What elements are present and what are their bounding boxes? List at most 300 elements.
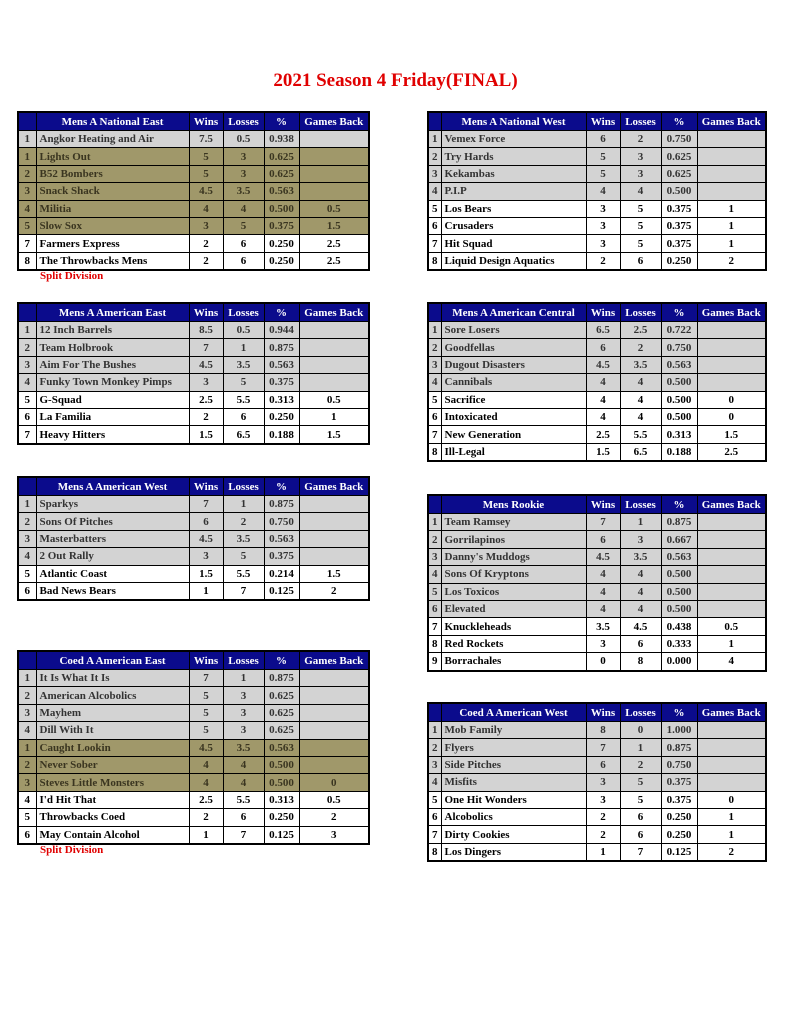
wins-cell: 4: [586, 391, 620, 408]
losses-header: Losses: [223, 303, 264, 322]
losses-cell: 5.5: [223, 791, 264, 808]
pct-cell: 0.500: [661, 183, 697, 200]
table-row: [18, 252, 369, 270]
team-name-cell: Dugout Disasters: [441, 356, 586, 373]
losses-cell: 0: [620, 722, 661, 739]
losses-cell: 0.5: [223, 322, 264, 339]
pct-cell: 0.563: [264, 530, 299, 547]
rank-cell: 7: [428, 826, 441, 843]
team-name-cell: It Is What It Is: [36, 670, 189, 687]
losses-cell: 1: [223, 339, 264, 356]
team-name-cell: Masterbatters: [36, 530, 189, 547]
games-back-header: Games Back: [697, 495, 766, 514]
losses-cell: 5.5: [620, 426, 661, 443]
games-back-cell: [299, 339, 369, 356]
wins-cell: 7.5: [189, 131, 223, 148]
losses-cell: 3: [223, 687, 264, 704]
table-row: [18, 356, 369, 373]
wins-cell: 2: [586, 826, 620, 843]
pct-cell: 0.625: [661, 165, 697, 182]
rank-header: [428, 495, 441, 514]
pct-cell: 0.125: [264, 826, 299, 844]
games-back-cell: [697, 531, 766, 548]
losses-cell: 3: [223, 704, 264, 721]
games-back-header: Games Back: [299, 112, 369, 131]
pct-cell: 0.250: [264, 809, 299, 826]
losses-header: Losses: [223, 477, 264, 496]
wins-cell: 2.5: [189, 791, 223, 808]
team-name-cell: Slow Sox: [36, 217, 189, 234]
pct-cell: 0.188: [661, 443, 697, 461]
wins-cell: 4: [586, 408, 620, 425]
games-back-cell: [299, 704, 369, 721]
table-row: [428, 843, 766, 861]
losses-cell: 0.5: [223, 131, 264, 148]
games-back-cell: 2: [299, 809, 369, 826]
losses-cell: 1: [620, 739, 661, 756]
rank-cell: 7: [428, 235, 441, 252]
team-name-cell: Angkor Heating and Air: [36, 131, 189, 148]
wins-cell: 3: [586, 217, 620, 234]
games-back-cell: 2.5: [299, 252, 369, 270]
losses-cell: 7: [620, 843, 661, 861]
division-name: Mens A National West: [441, 112, 586, 131]
pct-cell: 0.500: [661, 391, 697, 408]
rank-cell: 1: [18, 322, 36, 339]
rank-cell: 6: [18, 408, 36, 425]
pct-cell: 0.625: [264, 704, 299, 721]
wins-cell: 4.5: [189, 530, 223, 547]
losses-cell: 5: [620, 200, 661, 217]
losses-cell: 5: [620, 217, 661, 234]
wins-cell: 5: [189, 148, 223, 165]
wins-cell: 2: [189, 809, 223, 826]
games-back-cell: 2: [697, 843, 766, 861]
wins-cell: 3: [189, 374, 223, 391]
pct-cell: 0.438: [661, 618, 697, 635]
rank-cell: 4: [18, 722, 36, 739]
games-back-cell: 1: [697, 217, 766, 234]
team-name-cell: La Familia: [36, 408, 189, 425]
team-name-cell: Caught Lookin: [36, 739, 189, 756]
rank-cell: 3: [18, 774, 36, 791]
losses-cell: 2.5: [620, 322, 661, 339]
table-row: [18, 826, 369, 844]
games-back-cell: 0.5: [299, 391, 369, 408]
team-name-cell: I'd Hit That: [36, 791, 189, 808]
rank-cell: 1: [428, 131, 441, 148]
losses-cell: 4.5: [620, 618, 661, 635]
wins-cell: 4.5: [586, 548, 620, 565]
games-back-cell: 0.5: [299, 200, 369, 217]
pct-cell: 0.250: [661, 808, 697, 825]
team-name-cell: Lights Out: [36, 148, 189, 165]
losses-cell: 5: [620, 774, 661, 791]
team-name-cell: Hit Squad: [441, 235, 586, 252]
games-back-cell: [697, 566, 766, 583]
losses-cell: 5: [223, 217, 264, 234]
table-row: [18, 513, 369, 530]
table-row: [428, 722, 766, 739]
wins-cell: 7: [189, 496, 223, 513]
wins-cell: 5: [586, 165, 620, 182]
table-row: [18, 339, 369, 356]
rank-cell: 1: [18, 131, 36, 148]
losses-cell: 5: [620, 235, 661, 252]
pct-header: %: [264, 112, 299, 131]
table-row: [428, 635, 766, 652]
games-back-cell: [299, 687, 369, 704]
losses-cell: 4: [620, 391, 661, 408]
pct-cell: 0.250: [661, 252, 697, 270]
games-back-cell: 0: [697, 408, 766, 425]
rank-cell: 2: [18, 756, 36, 773]
header-row: [18, 477, 369, 496]
rank-header: [428, 112, 441, 131]
rank-cell: 2: [428, 148, 441, 165]
games-back-cell: [299, 548, 369, 565]
pct-cell: 0.500: [264, 774, 299, 791]
team-name-cell: Gorrilapinos: [441, 531, 586, 548]
losses-cell: 2: [620, 756, 661, 773]
losses-cell: 3: [620, 531, 661, 548]
wins-cell: 0: [586, 653, 620, 671]
team-name-cell: Sacrifice: [441, 391, 586, 408]
table-row: [428, 531, 766, 548]
wins-cell: 1.5: [189, 426, 223, 444]
rank-cell: 5: [428, 200, 441, 217]
table-row: [428, 826, 766, 843]
pct-header: %: [264, 303, 299, 322]
wins-cell: 4: [586, 374, 620, 391]
rank-cell: 6: [428, 808, 441, 825]
rank-cell: 5: [18, 217, 36, 234]
pct-cell: 0.563: [661, 548, 697, 565]
losses-cell: 3: [223, 148, 264, 165]
table-row: [428, 131, 766, 148]
games-back-cell: [697, 548, 766, 565]
rank-cell: 6: [18, 582, 36, 600]
pct-header: %: [264, 651, 299, 670]
team-name-cell: 12 Inch Barrels: [36, 322, 189, 339]
table-row: [18, 774, 369, 791]
games-back-cell: 1: [299, 408, 369, 425]
rank-cell: 7: [428, 618, 441, 635]
losses-header: Losses: [223, 651, 264, 670]
header-row: [18, 303, 369, 322]
table-row: [428, 322, 766, 339]
pct-cell: 0.563: [264, 739, 299, 756]
pct-cell: 0.375: [264, 548, 299, 565]
rank-cell: 3: [428, 165, 441, 182]
games-back-header: Games Back: [299, 651, 369, 670]
games-back-cell: [697, 339, 766, 356]
games-back-cell: [299, 165, 369, 182]
mens-rookie-table: [427, 494, 767, 672]
games-back-cell: [299, 183, 369, 200]
pct-cell: 0.500: [661, 583, 697, 600]
table-row: [18, 183, 369, 200]
header-row: [428, 112, 766, 131]
mens-a-national-east-table: [17, 111, 370, 271]
table-row: [18, 391, 369, 408]
table-row: [18, 408, 369, 425]
losses-cell: 2: [223, 513, 264, 530]
pct-cell: 0.375: [661, 217, 697, 234]
table-row: [18, 165, 369, 182]
losses-cell: 6.5: [223, 426, 264, 444]
wins-cell: 3: [586, 635, 620, 652]
wins-header: Wins: [586, 303, 620, 322]
pct-cell: 0.333: [661, 635, 697, 652]
rank-cell: 1: [18, 739, 36, 756]
games-back-cell: [299, 739, 369, 756]
games-back-cell: [697, 131, 766, 148]
team-name-cell: Elevated: [441, 600, 586, 617]
team-name-cell: Atlantic Coast: [36, 565, 189, 582]
losses-cell: 4: [620, 583, 661, 600]
team-name-cell: Cannibals: [441, 374, 586, 391]
wins-cell: 3: [189, 217, 223, 234]
table-row: [18, 565, 369, 582]
wins-cell: 1: [586, 843, 620, 861]
games-back-cell: 0: [697, 391, 766, 408]
wins-cell: 2: [189, 408, 223, 425]
wins-header: Wins: [189, 651, 223, 670]
losses-cell: 5: [223, 374, 264, 391]
pct-header: %: [661, 495, 697, 514]
rank-cell: 8: [428, 635, 441, 652]
games-back-cell: 0: [697, 791, 766, 808]
table-row: [428, 653, 766, 671]
wins-cell: 1.5: [586, 443, 620, 461]
team-name-cell: Dirty Cookies: [441, 826, 586, 843]
losses-cell: 4: [620, 566, 661, 583]
games-back-cell: [299, 670, 369, 687]
games-back-cell: [697, 583, 766, 600]
losses-cell: 5: [223, 548, 264, 565]
table-row: [18, 722, 369, 739]
wins-header: Wins: [586, 495, 620, 514]
pct-cell: 0.875: [661, 739, 697, 756]
losses-header: Losses: [620, 703, 661, 722]
games-back-cell: 2: [697, 252, 766, 270]
wins-cell: 5: [189, 704, 223, 721]
wins-cell: 3.5: [586, 618, 620, 635]
losses-cell: 5.5: [223, 391, 264, 408]
table-row: [428, 235, 766, 252]
team-name-cell: Alcobolics: [441, 808, 586, 825]
wins-cell: 4: [189, 756, 223, 773]
losses-cell: 8: [620, 653, 661, 671]
division-name: Mens Rookie: [441, 495, 586, 514]
losses-cell: 2: [620, 131, 661, 148]
rank-cell: 4: [18, 374, 36, 391]
losses-cell: 6: [223, 252, 264, 270]
team-name-cell: Mob Family: [441, 722, 586, 739]
rank-cell: 1: [428, 322, 441, 339]
rank-cell: 5: [18, 565, 36, 582]
losses-header: Losses: [620, 112, 661, 131]
pct-cell: 0.625: [264, 165, 299, 182]
wins-cell: 1: [189, 826, 223, 844]
division-name: Mens A National East: [36, 112, 189, 131]
games-back-cell: 1: [697, 235, 766, 252]
games-back-cell: [697, 756, 766, 773]
rank-cell: 5: [428, 791, 441, 808]
rank-cell: 6: [18, 826, 36, 844]
rank-cell: 1: [18, 496, 36, 513]
pct-cell: 0.375: [264, 217, 299, 234]
team-name-cell: Danny's Muddogs: [441, 548, 586, 565]
games-back-cell: [299, 356, 369, 373]
rank-cell: 8: [428, 843, 441, 861]
team-name-cell: Kekambas: [441, 165, 586, 182]
rank-cell: 2: [18, 513, 36, 530]
losses-cell: 5.5: [223, 565, 264, 582]
pct-cell: 0.625: [264, 722, 299, 739]
pct-cell: 0.750: [661, 756, 697, 773]
rank-cell: 3: [428, 548, 441, 565]
pct-header: %: [264, 477, 299, 496]
losses-cell: 4: [223, 774, 264, 791]
team-name-cell: B52 Bombers: [36, 165, 189, 182]
table-row: [18, 131, 369, 148]
pct-cell: 0.500: [264, 200, 299, 217]
wins-cell: 7: [586, 514, 620, 531]
team-name-cell: American Alcobolics: [36, 687, 189, 704]
losses-cell: 4: [620, 600, 661, 617]
mens-a-american-west-table: [17, 476, 370, 601]
losses-cell: 6: [620, 252, 661, 270]
team-name-cell: Militia: [36, 200, 189, 217]
wins-cell: 8: [586, 722, 620, 739]
division-name: Mens A American West: [36, 477, 189, 496]
games-back-cell: 1: [697, 635, 766, 652]
rank-cell: 3: [428, 356, 441, 373]
games-back-cell: [299, 322, 369, 339]
table-row: [18, 582, 369, 600]
team-name-cell: Los Dingers: [441, 843, 586, 861]
pct-cell: 0.125: [661, 843, 697, 861]
losses-cell: 1: [620, 514, 661, 531]
table-row: [18, 809, 369, 826]
pct-cell: 0.375: [661, 774, 697, 791]
table-row: [18, 235, 369, 252]
rank-cell: 8: [18, 252, 36, 270]
pct-cell: 0.563: [264, 356, 299, 373]
team-name-cell: Throwbacks Coed: [36, 809, 189, 826]
team-name-cell: Never Sober: [36, 756, 189, 773]
pct-cell: 0.313: [264, 391, 299, 408]
division-name: Coed A American West: [441, 703, 586, 722]
wins-cell: 4: [586, 600, 620, 617]
games-back-cell: 3: [299, 826, 369, 844]
losses-cell: 3.5: [620, 548, 661, 565]
rank-cell: 1: [18, 148, 36, 165]
pct-header: %: [661, 303, 697, 322]
games-back-cell: [697, 356, 766, 373]
games-back-cell: [697, 165, 766, 182]
losses-cell: 6.5: [620, 443, 661, 461]
table-row: [18, 322, 369, 339]
rank-cell: 7: [428, 426, 441, 443]
rank-cell: 5: [18, 809, 36, 826]
header-row: [428, 495, 766, 514]
games-back-header: Games Back: [299, 477, 369, 496]
games-back-cell: [299, 722, 369, 739]
pct-cell: 0.313: [264, 791, 299, 808]
pct-cell: 0.750: [264, 513, 299, 530]
losses-cell: 6: [223, 809, 264, 826]
games-back-cell: [299, 530, 369, 547]
losses-cell: 4: [620, 183, 661, 200]
coed-a-american-east-table: [17, 650, 370, 845]
split-division-note: Split Division: [40, 270, 104, 283]
table-row: [428, 583, 766, 600]
wins-cell: 1: [189, 582, 223, 600]
division-name: Mens A American East: [36, 303, 189, 322]
team-name-cell: One Hit Wonders: [441, 791, 586, 808]
games-back-cell: 0.5: [299, 791, 369, 808]
games-back-cell: 2.5: [299, 235, 369, 252]
wins-cell: 7: [189, 339, 223, 356]
games-back-cell: 1: [697, 808, 766, 825]
table-row: [18, 670, 369, 687]
losses-header: Losses: [223, 112, 264, 131]
rank-cell: 2: [428, 339, 441, 356]
team-name-cell: Dill With It: [36, 722, 189, 739]
wins-cell: 1.5: [189, 565, 223, 582]
team-name-cell: Steves Little Monsters: [36, 774, 189, 791]
team-name-cell: Crusaders: [441, 217, 586, 234]
team-name-cell: Funky Town Monkey Pimps: [36, 374, 189, 391]
wins-cell: 2.5: [586, 426, 620, 443]
losses-cell: 3: [620, 165, 661, 182]
table-row: [428, 548, 766, 565]
team-name-cell: 2 Out Rally: [36, 548, 189, 565]
wins-cell: 2: [189, 252, 223, 270]
team-name-cell: Goodfellas: [441, 339, 586, 356]
losses-cell: 6: [223, 235, 264, 252]
losses-cell: 1: [223, 496, 264, 513]
team-name-cell: Mayhem: [36, 704, 189, 721]
rank-cell: 2: [428, 531, 441, 548]
team-name-cell: The Throwbacks Mens: [36, 252, 189, 270]
losses-cell: 3.5: [223, 739, 264, 756]
wins-cell: 4.5: [586, 356, 620, 373]
games-back-cell: 1.5: [299, 217, 369, 234]
games-back-cell: [299, 148, 369, 165]
table-row: [428, 514, 766, 531]
wins-cell: 3: [586, 774, 620, 791]
pct-cell: 0.250: [661, 826, 697, 843]
losses-cell: 3: [620, 148, 661, 165]
table-row: [428, 148, 766, 165]
division-name: Mens A American Central: [441, 303, 586, 322]
table-row: [18, 687, 369, 704]
table-row: [18, 148, 369, 165]
team-name-cell: Heavy Hitters: [36, 426, 189, 444]
wins-cell: 2.5: [189, 391, 223, 408]
wins-cell: 4.5: [189, 183, 223, 200]
rank-cell: 9: [428, 653, 441, 671]
team-name-cell: Sparkys: [36, 496, 189, 513]
wins-cell: 6: [189, 513, 223, 530]
table-row: [18, 530, 369, 547]
pct-cell: 0.625: [264, 687, 299, 704]
team-name-cell: Los Bears: [441, 200, 586, 217]
